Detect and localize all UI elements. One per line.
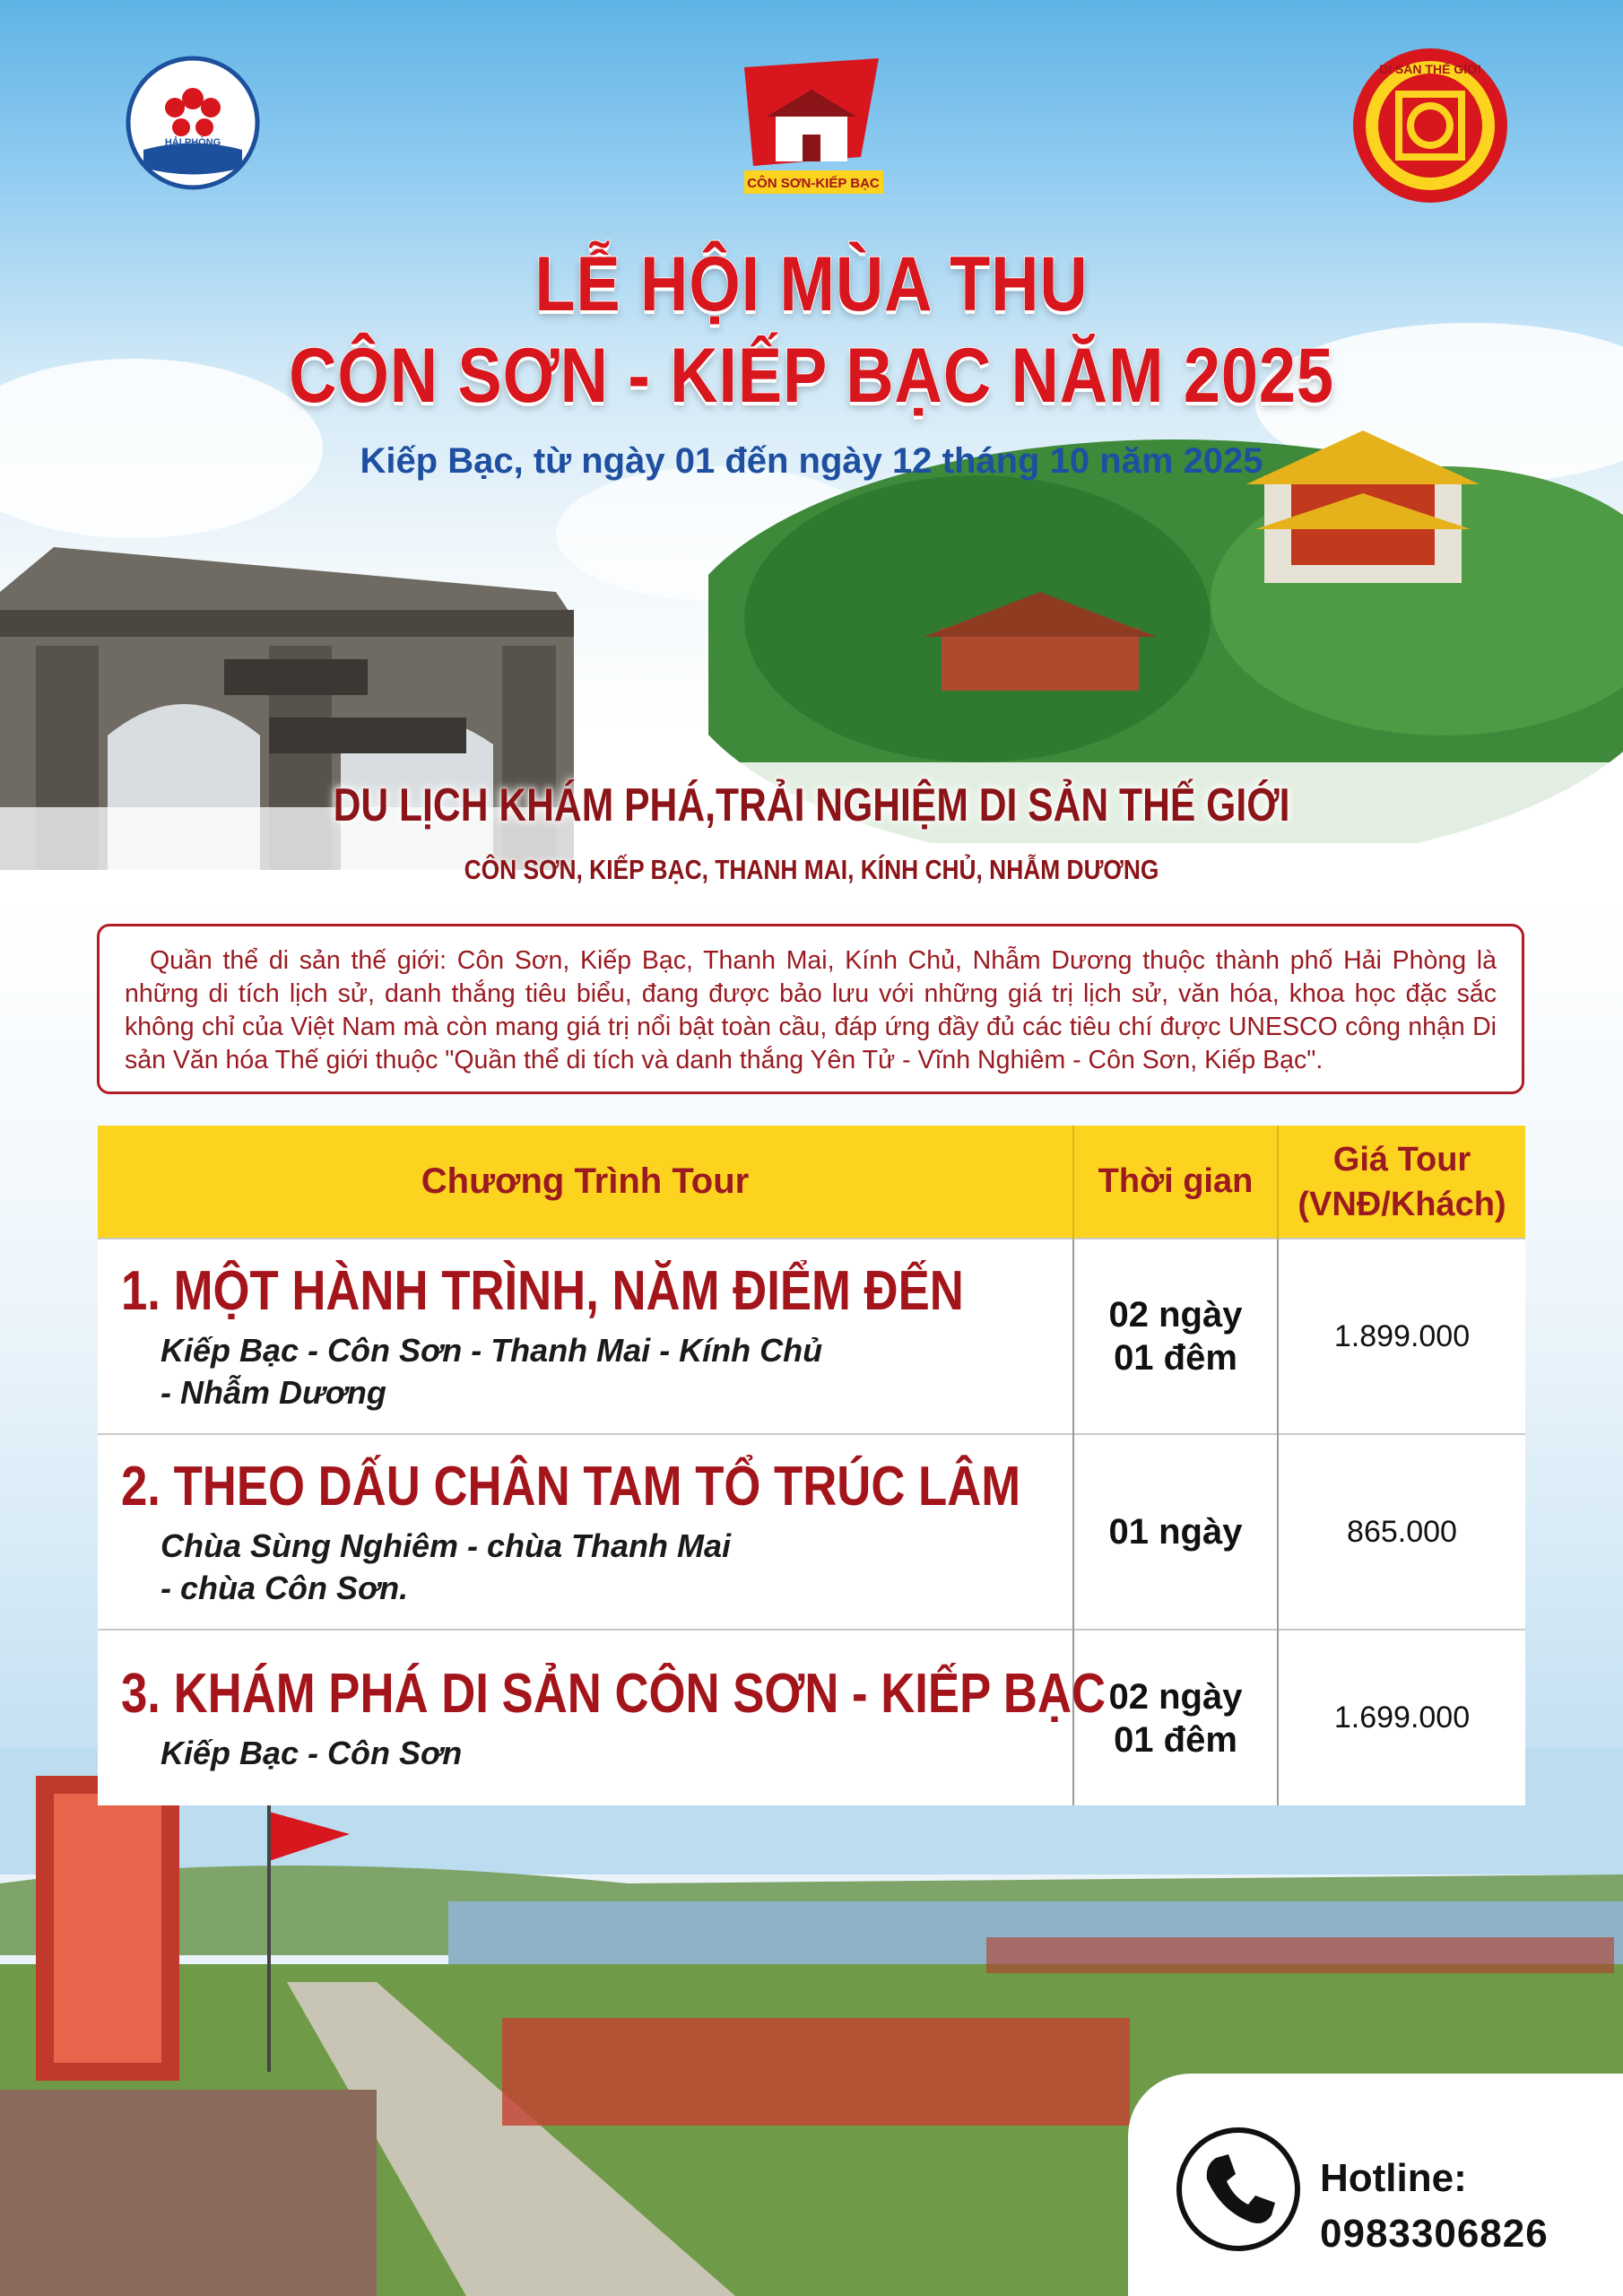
heritage-heading: DU LỊCH KHÁM PHÁ,TRẢI NGHIỆM DI SẢN THẾ GIỚI: [333, 779, 1290, 831]
phone-icon[interactable]: [1176, 2127, 1300, 2251]
tour-price: 1.699.000: [1278, 1630, 1525, 1805]
festival-title-line1: LỄ HỘI MÙA THU: [534, 241, 1089, 327]
tour-duration-line: 01 đêm: [1114, 1338, 1237, 1378]
heritage-intro-box: [97, 924, 1524, 1094]
tour-title: 2. THEO DẤU CHÂN TAM TỔ TRÚC LÂM: [121, 1456, 1021, 1518]
hotline-label: Hotline:: [1320, 2156, 1467, 2200]
tour-route: [161, 1525, 1055, 1609]
tour-price: 1.899.000: [1278, 1239, 1525, 1434]
tour-duration-line: 01 ngày: [1108, 1512, 1243, 1552]
tour-table-header: [98, 1126, 1525, 1239]
tour-price: 865.000: [1278, 1434, 1525, 1630]
tour-route-line: - chùa Côn Sơn.: [161, 1570, 409, 1606]
table-row: [98, 1434, 1525, 1630]
table-row: [98, 1239, 1525, 1434]
header-duration: Thời gian: [1073, 1126, 1278, 1239]
festival-title-line2: CÔN SƠN - KIẾP BẠC NĂM 2025: [289, 333, 1334, 419]
hotline-number[interactable]: 0983306826: [1320, 2212, 1549, 2256]
tour-title: 1. MỘT HÀNH TRÌNH, NĂM ĐIỂM ĐẾN: [121, 1260, 964, 1322]
tour-duration-cell: [1073, 1239, 1278, 1434]
header-program: Chương Trình Tour: [98, 1126, 1073, 1239]
world-heritage-emblem: [1350, 45, 1511, 206]
heritage-emblem-text: DI SẢN THẾ GIỚI: [1379, 62, 1481, 76]
tour-route-line: - Nhẫm Dương: [161, 1374, 386, 1411]
header-price: [1278, 1126, 1525, 1239]
tour-route: [161, 1329, 1055, 1413]
tour-duration-cell: [1073, 1434, 1278, 1630]
hai-phong-logo: [126, 56, 260, 190]
tour-program-cell: [98, 1239, 1073, 1434]
tour-program-cell: [98, 1630, 1107, 1805]
con-son-kiep-bac-logo: [726, 49, 897, 202]
festival-dateline: Kiếp Bạc, từ ngày 01 đến ngày 12 tháng 10 năm 2025: [360, 441, 1263, 481]
phone-handset-icon: [1182, 2133, 1295, 2246]
tour-title: 3. KHÁM PHÁ DI SẢN CÔN SƠN - KIẾP BẠC: [121, 1663, 1107, 1725]
header-price-line2: (VNĐ/Khách): [1298, 1185, 1506, 1223]
tour-route: [161, 1732, 1055, 1774]
tour-duration-line: 01 đêm: [1114, 1719, 1237, 1760]
tour-route-line: Kiếp Bạc - Côn Sơn - Thanh Mai - Kính Chủ: [161, 1332, 823, 1369]
heritage-intro-text: Quần thể di sản thế giới: Côn Sơn, Kiếp Bạc, Thanh Mai, Kính Chủ, Nhẫm Dương thuộc thành phố Hải Phòng là những di tích lịch sử, danh thắng tiêu biểu, đang được bảo lưu với những giá trị lịch sử, văn hóa, khoa học đặc sắc không chỉ của Việt Nam mà còn mang giá trị nổi bật toàn cầu, đáp ứng đầy đủ các tiêu chí được UNESCO công nhận Di sản Văn hóa Thế giới thuộc "Quần thể di tích và danh thắng Yên Tử - Vĩnh Nghiêm - Côn Sơn, Kiếp Bạc".: [125, 946, 1497, 1074]
tour-table: [98, 1126, 1525, 1805]
tour-route-line: Kiếp Bạc - Côn Sơn: [161, 1735, 463, 1771]
tour-duration-line: 02 ngày: [1108, 1295, 1243, 1335]
tour-program-cell: [98, 1434, 1073, 1630]
header-price-line1: Giá Tour: [1332, 1140, 1471, 1178]
hai-phong-logo-text: HẢI PHÒNG: [164, 137, 221, 148]
tour-duration-line: 02 ngày: [1108, 1676, 1243, 1717]
heritage-sites: CÔN SƠN, KIẾP BẠC, THANH MAI, KÍNH CHỦ, NHẪM DƯƠNG: [464, 854, 1159, 885]
table-row: [98, 1630, 1525, 1805]
con-son-logo-text: CÔN SƠN-KIẾP BẠC: [747, 176, 880, 191]
tour-route-line: Chùa Sùng Nghiêm - chùa Thanh Mai: [161, 1527, 732, 1564]
